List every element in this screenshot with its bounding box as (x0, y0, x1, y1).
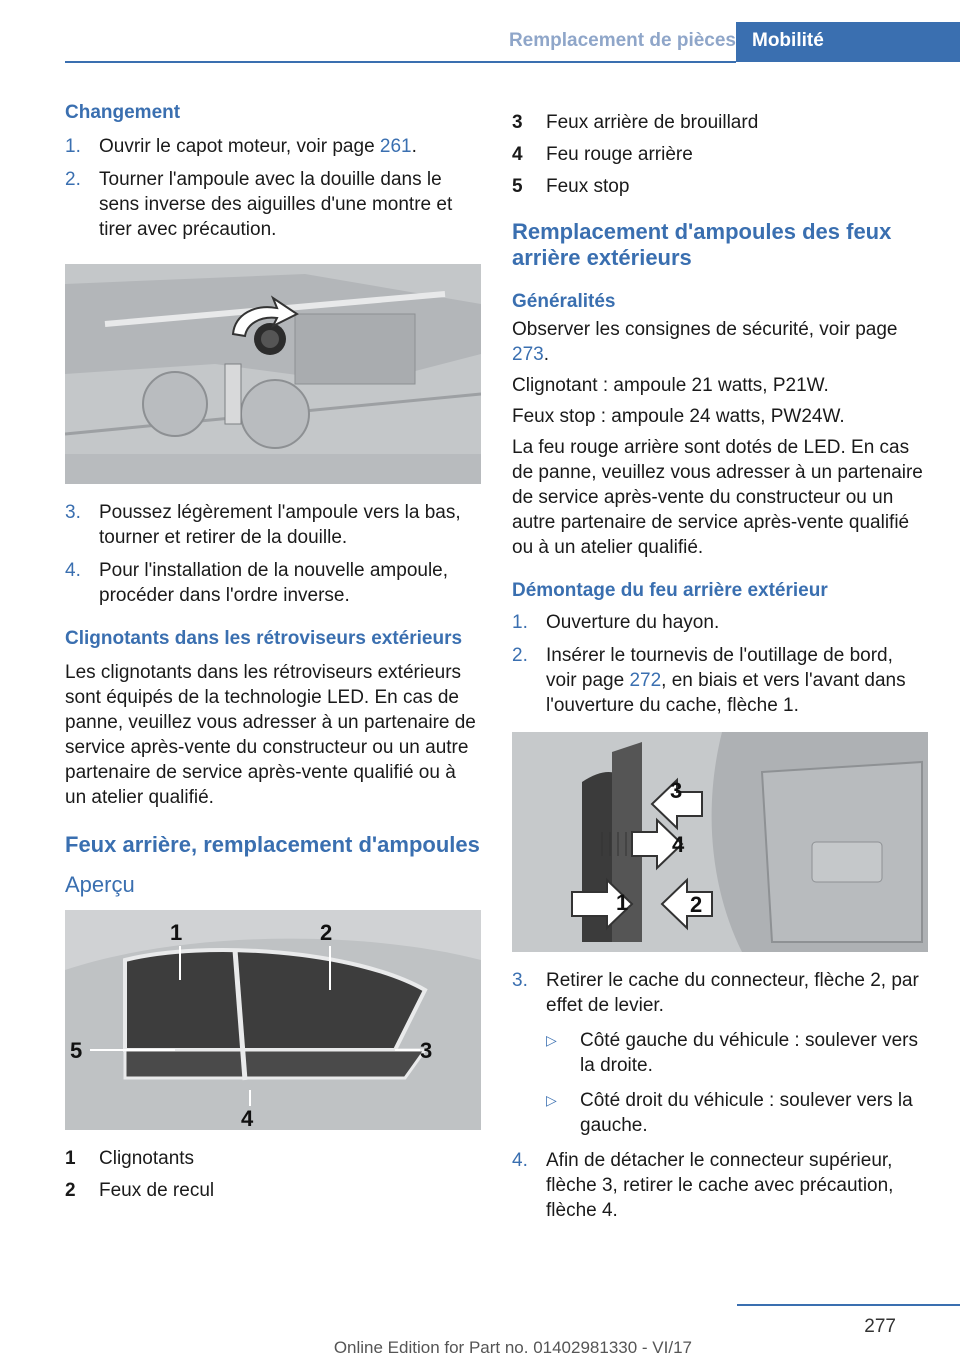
step-item (512, 1148, 928, 1223)
step-number: 2. (512, 645, 528, 666)
step-text: Pour l'installation de la nouvelle ampoule, procéder dans l'ordre inverse. (99, 560, 449, 606)
engine-bay-illustration (65, 264, 481, 484)
safety-paragraph (512, 317, 928, 367)
changement-steps (65, 134, 481, 242)
legend-number: 3 (512, 112, 523, 133)
step-item (512, 610, 928, 635)
footer-rule (737, 1304, 960, 1306)
engine-bay-figure (65, 264, 481, 484)
changement-steps-continued (65, 500, 481, 608)
page-number: 277 (864, 1316, 896, 1337)
triangle-bullet-icon: ▷ (546, 1092, 557, 1108)
step-text-end: . (411, 136, 417, 157)
heading-feux-arriere: Feux arrière, remplacement d'ampoules (65, 832, 480, 857)
heading-changement: Changement (65, 102, 181, 123)
figure-label-1: 1 (170, 920, 183, 945)
step-text: Poussez légèrement l'ampoule vers la bas, tourner et retirer de la douille. (99, 502, 461, 548)
figure-label-5: 5 (70, 1038, 83, 1063)
step-number: 1. (512, 612, 528, 633)
legend-item (65, 1178, 481, 1203)
clignotant-spec: Clignotant : ampoule 21 watts, P21W. (512, 375, 829, 396)
overview-legend-right (512, 110, 928, 199)
step-text: Retirer le cache du connecteur, flèche 2, par effet de levier. (546, 970, 919, 1016)
header-chapter-tab[interactable]: Mobilité (736, 22, 960, 62)
legend-item (512, 174, 928, 199)
step-text: Afin de détacher le connecteur supérieur, flèche 3, retirer le cache avec précaution, flèche 4. (546, 1150, 894, 1221)
step-item (512, 968, 928, 1138)
page-link[interactable]: 272 (629, 670, 662, 691)
page-header (65, 22, 960, 62)
legend-text: Feux stop (546, 176, 630, 197)
figure-label-2: 2 (690, 892, 703, 917)
step-number: 3. (512, 970, 528, 991)
legend-text: Feux arrière de brouillard (546, 112, 759, 133)
figure-label-3: 3 (670, 778, 683, 803)
legend-number: 2 (65, 1180, 76, 1201)
sub-bullet-text: Côté gauche du véhicule : soulever vers la droite. (580, 1030, 918, 1076)
step-text: Tourner l'ampoule avec la douille dans le sens inverse des aiguilles d'une montre et tirer avec précaution. (99, 169, 453, 240)
page-link[interactable]: 273 (512, 344, 544, 365)
heading-clignotants-retroviseurs: Clignotants dans les rétroviseurs extérieurs (65, 628, 463, 649)
figure-label-4: 4 (241, 1106, 254, 1130)
heading-apercu: Aperçu (65, 872, 135, 897)
step-item (65, 558, 481, 608)
heading-remplacement-feux-exterieurs: Remplacement d'ampoules des feux arrière extérieurs (512, 219, 892, 270)
step-number: 4. (512, 1150, 528, 1171)
safety-text: Observer les consignes de sécurité, voir page (512, 319, 898, 340)
sub-bullet-item (546, 1028, 928, 1078)
triangle-bullet-icon: ▷ (546, 1032, 557, 1048)
legend-item (65, 1146, 481, 1171)
figure-label-2: 2 (320, 920, 333, 945)
header-rule (65, 61, 736, 63)
legend-text: Feux de recul (99, 1180, 215, 1201)
legend-number: 1 (65, 1148, 76, 1169)
step-number: 2. (65, 169, 81, 190)
legend-text: Feu rouge arrière (546, 144, 693, 165)
step-text: Ouvrir le capot moteur, voir page (99, 136, 380, 157)
connector-cover-figure (512, 732, 928, 952)
step-item (512, 643, 928, 718)
overview-legend-left (65, 1146, 481, 1203)
sub-bullet-text: Côté droit du véhicule : soulever vers la gauche. (580, 1090, 913, 1136)
legend-item (512, 142, 928, 167)
step-text: Insérer le tournevis de l'outillage de bord, voir page (546, 645, 893, 691)
step-item (65, 134, 481, 159)
step-number: 1. (65, 136, 81, 157)
stop-spec: Feux stop : ampoule 24 watts, PW24W. (512, 406, 845, 427)
step-number: 4. (65, 560, 81, 581)
figure-label-4: 4 (672, 832, 685, 857)
step-text: Ouverture du hayon. (546, 612, 720, 633)
left-column (65, 100, 481, 1210)
sub-bullet-item (546, 1088, 928, 1138)
connector-cover-illustration (512, 732, 928, 952)
tail-light-illustration (65, 910, 481, 1130)
figure-label-1: 1 (616, 890, 629, 915)
figure-label-3: 3 (420, 1038, 433, 1063)
retro-paragraph: Les clignotants dans les rétroviseurs extérieurs sont équipés de la technologie LED. En cas de panne, veuillez vous adresser à un partenaire de service après-vente du constructeur ou un autre partenaire de service après-vente qualifié ou à un atelier qualifié. (65, 662, 476, 808)
sub-bullets (546, 1028, 928, 1138)
tail-light-overview-figure (65, 910, 481, 1130)
step-item (65, 167, 481, 242)
step-number: 3. (65, 502, 81, 523)
step-item (65, 500, 481, 550)
demontage-steps-continued (512, 968, 928, 1223)
led-paragraph: La feu rouge arrière sont dotés de LED. En cas de panne, veuillez vous adresser à un partenaire de service après-vente du constructeur ou un autre partenaire de service après-vente qualifié ou à un atelier qualifié. (512, 437, 923, 558)
step-text-end: , en biais et vers l'avant dans l'ouverture du cache, flèche 1. (546, 670, 906, 716)
footer-edition: Online Edition for Part no. 01402981330 - VI/17 (333, 1338, 692, 1357)
legend-text: Clignotants (99, 1148, 195, 1169)
header-section-title: Remplacement de pièces (508, 30, 736, 51)
demontage-steps (512, 610, 928, 718)
heading-generalites: Généralités (512, 291, 616, 312)
legend-item (512, 110, 928, 135)
safety-text-end: . (543, 344, 549, 365)
page-link[interactable]: 261 (379, 136, 412, 157)
heading-demontage: Démontage du feu arrière extérieur (512, 580, 828, 601)
legend-number: 5 (512, 176, 523, 197)
legend-number: 4 (512, 144, 523, 165)
right-column (512, 110, 928, 1231)
